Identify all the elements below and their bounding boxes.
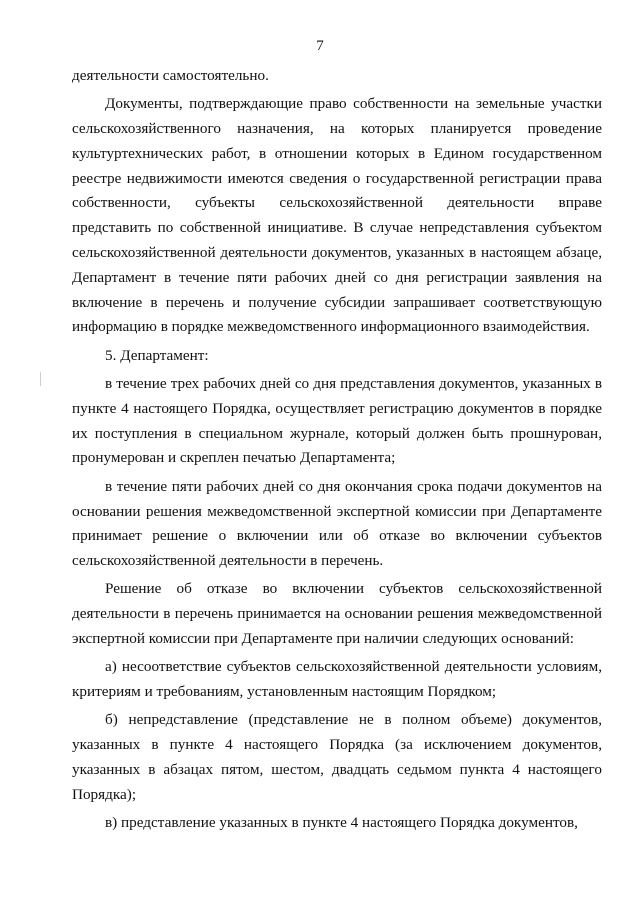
document-body xyxy=(72,64,602,836)
page-number: 7 xyxy=(316,38,324,54)
paragraph-registration: в течение трех рабочих дней со дня представления документов, указанных в пункте 4 настоящего Порядка, осуществляет регистрацию документов в порядке их поступления в специальном журнале, который должен быть прошнурован, пронумерован и скреплен печатью Департамента; xyxy=(72,375,602,467)
list-item-a: а) несоответствие субъектов сельскохозяйственной деятельности условиям, критериям и требованиям, установленным настоящим Порядком; xyxy=(72,658,602,701)
paragraph-ownership-documents: Документы, подтверждающие право собственности на земельные участки сельскохозяйственного назначения, на которых планируется проведение культуртехнических работ, в отношении которых в Едином государственном реестре недвижимости имеются сведения о государственной регистрации права собственности, субъекты сельскохозяйственной деятельности вправе представить по собственной инициативе. В случае непредставления субъектом сельскохозяйственной деятельности документов, указанных в настоящем абзаце, Департамент в течение пяти рабочих дней со дня регистрации заявления на включение в перечень и получение субсидии запрашивает соответствующую информацию в порядке межведомственного информационного взаимодействия. xyxy=(72,95,602,336)
paragraph-item-5-heading: 5. Департамент: xyxy=(105,346,209,364)
list-item-v: в) представление указанных в пункте 4 настоящего Порядка документов, xyxy=(105,814,578,832)
paragraph-refusal-grounds: Решение об отказе во включении субъектов сельскохозяйственной деятельности в перечень принимается на основании решения межведомственной экспертной комиссии при Департаменте при наличии следующих оснований: xyxy=(72,580,602,648)
list-item-b: б) непредставление (представление не в полном объеме) документов, указанных в пункте 4 настоящего Порядка (за исключением документов, указанных в абзацах пятом, шестом, двадцать седьмом пункта 4 настоящего Порядка); xyxy=(72,711,602,803)
paragraph-continuation: деятельности самостоятельно. xyxy=(72,67,269,84)
margin-mark xyxy=(40,372,41,386)
paragraph-decision: в течение пяти рабочих дней со дня окончания срока подачи документов на основании решения межведомственной экспертной комиссии при Департаменте принимает решение о включении или об отказе во включении субъектов сельскохозяйственной деятельности в перечень. xyxy=(72,477,602,570)
